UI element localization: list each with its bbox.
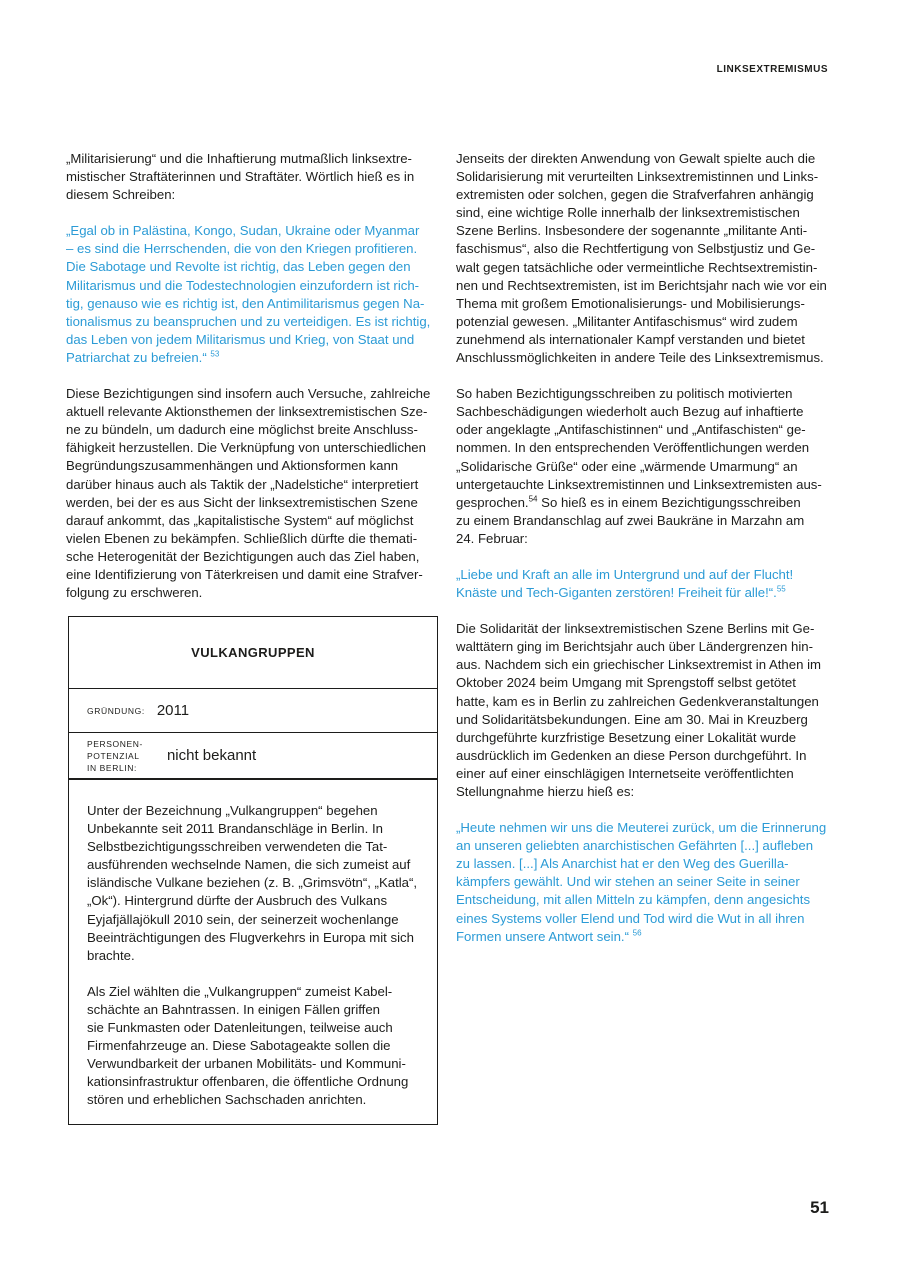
text-line: untergetauchte Linksextremistinnen und Linksextremisten aus- <box>456 476 822 492</box>
paragraph-body <box>456 150 830 367</box>
text-line: ne zu bündeln, um dadurch eine möglichst breite Anschluss- <box>66 422 418 438</box>
text-line: Beeinträchtigungen des Flugverkehrs in Europa mit sich <box>87 929 414 945</box>
text-line: oder angeklagte „Antifaschistinnen“ und „Antifaschisten“ ge- <box>456 422 806 438</box>
founding-row <box>69 689 437 733</box>
text-line: „Militarisierung“ und die Inhaftierung mutmaßlich linksextre- <box>66 151 412 166</box>
quote-line: tig, genauso wie es richtig ist, den Antimilitarismus gegen Na- <box>66 295 425 311</box>
text-line: Stellungnahme hierzu hieß es: <box>456 784 635 799</box>
text-line: sind, eine wichtige Rolle innerhalb der linksextremistischen <box>456 205 800 221</box>
quote-block <box>456 819 830 946</box>
quote-line: zu lassen. [...] Als Anarchist hat er den Weg des Guerilla- <box>456 856 789 872</box>
text-line: Thema mit großem Emotionalisierungs- und Mobilisierungs- <box>456 295 805 311</box>
label-line: IN BERLIN: <box>87 762 137 773</box>
quote-line: Die Sabotage und Revolte ist richtig, das Leben gegen den <box>66 259 411 275</box>
text-line <box>456 494 830 512</box>
paragraph-body <box>66 385 442 602</box>
quote-line: eines Systems voller Elend und Tod wird die Wut in all ihren <box>456 910 805 926</box>
text-line: werden, bei der es aus Sicht der linksextremistischen Szene <box>66 494 418 510</box>
text-line: durchgeführte kurzfristige Besetzung einer Lokalität wurde <box>456 729 797 745</box>
text-line: nommen. In den entsprechenden Veröffentlichungen werden <box>456 440 810 456</box>
quote-line <box>66 349 442 367</box>
text-line: darauf ankommt, das „kapitalistische System“ auf möglichst <box>66 512 414 528</box>
footnote-ref: 55 <box>776 584 786 594</box>
text-line: Solidarisierung mit verurteilten Linksextremistinnen und Links- <box>456 169 819 185</box>
quote-line: kämpfers gewählt. Und wir stehen an seiner Seite in seiner <box>456 874 800 890</box>
text-line: ausführenden wechselnde Namen, die sich zumeist auf <box>87 857 411 873</box>
text-line: Szene Berlins. Insbesondere der sogenannte „militante Anti- <box>456 223 808 239</box>
paragraph-intro <box>66 150 442 204</box>
text-line: brachte. <box>87 947 135 963</box>
text-line: Die Solidarität der linksextremistischen Szene Berlins mit Ge- <box>456 621 815 637</box>
text-line: eine Identifizierung von Täterkreisen und damit eine Strafver- <box>66 566 423 582</box>
potential-value: nicht bekannt <box>166 747 257 764</box>
section-header: LINKSEXTREMISMUS <box>716 64 828 75</box>
text-line: „Ok“). Hintergrund dürfte der Ausbruch des Vulkans <box>87 893 388 909</box>
text-line: Anschlussmöglichkeiten in andere Teile des Linksextremismus. <box>456 350 824 366</box>
text-line: hatte, kam es in Berlin zu zahlreichen Gedenkveranstaltungen <box>456 693 819 709</box>
potential-label <box>87 738 143 774</box>
founding-label: GRÜNDUNG: <box>87 705 145 716</box>
text-line: Diese Bezichtigungen sind insofern auch Versuche, zahlreiche <box>66 386 431 402</box>
text-line: folgung zu erschweren. <box>66 585 203 601</box>
text-line: Als Ziel wählten die „Vulkangruppen“ zumeist Kabel- <box>87 983 393 999</box>
quote-line <box>456 928 830 946</box>
text-line: ausdrücklich im Gedenken an diese Person durchgeführt. In <box>456 747 807 763</box>
text-line: nen und Rechtsextremisten, ist im Berichtsjahr nach wie vor ein <box>456 277 827 293</box>
info-box-title: VULKANGRUPPEN <box>69 617 437 689</box>
text-line: walttätern ging im Berichtsjahr auch über Ländergrenzen hin- <box>456 639 813 655</box>
quote-line: „Heute nehmen wir uns die Meuterei zurück, um die Erinnerung <box>456 820 827 836</box>
text-line: walt gegen tatsächliche oder vermeintliche Rechtsextremistin- <box>456 259 818 275</box>
text-line: zunehmend als internationaler Kampf verstanden und bietet <box>456 331 805 347</box>
left-column <box>66 150 442 620</box>
text-line: potenzial gewesen. „Militanter Antifaschismus“ wird zudem <box>456 313 798 329</box>
text-line: diesem Schreiben: <box>66 187 176 203</box>
text-line: Begründungszusammenhängen und Aktionsformen kann <box>66 458 399 474</box>
text-line: Firmenfahrzeuge an. Diese Sabotageakte sollen die <box>87 1038 391 1054</box>
quote-text: Formen unsere Antwort sein.“ <box>456 928 629 944</box>
quote-line: an unseren geliebten anarchistischen Gefährten [...] aufleben <box>456 838 814 854</box>
text-line: „Solidarische Grüße“ oder eine „wärmende Umarmung“ an <box>456 458 798 474</box>
text-line: und Solidaritätsbekundungen. Eine am 30. Mai in Kreuzberg <box>456 711 808 727</box>
potential-row <box>69 733 437 780</box>
text-line: Sachbeschädigungen wiederholt auch Bezug auf inhaftierte <box>456 404 804 420</box>
text-line: isländische Vulkane beziehen (z. B. „Grimsvötn“, „Katla“, <box>87 875 418 891</box>
text-line: einer auf einer einschlägigen Internetseite veröffentlichten <box>456 765 794 781</box>
text-line: fähigkeit herzustellen. Die Verknüpfung von unterschiedlichen <box>66 440 426 456</box>
text-line: darüber hinaus auch als Taktik der „Nadelstiche“ interpretiert <box>66 476 419 492</box>
text-line: Verwundbarkeit der urbanen Mobilitäts- und Kommuni- <box>87 1056 406 1072</box>
text-line: Unbekannte seit 2011 Brandanschläge in Berlin. In <box>87 821 383 837</box>
info-box <box>68 616 438 1125</box>
label-line: POTENZIAL <box>87 750 140 761</box>
quote-line: „Liebe und Kraft an alle im Untergrund und auf der Flucht! <box>456 566 794 582</box>
text-line: extremisten oder solchen, gegen die Strafverfahren anhängig <box>456 187 814 203</box>
footnote-ref: 54 <box>528 494 538 504</box>
text-line: Jenseits der direkten Anwendung von Gewalt spielte auch die <box>456 151 816 166</box>
info-box-body <box>69 780 437 1110</box>
text-line: zu einem Brandanschlag auf zwei Baukräne in Marzahn am <box>456 512 805 528</box>
text-line: stören und erheblichen Sachschaden anrichten. <box>87 1092 367 1108</box>
label-line: PERSONEN- <box>87 738 143 749</box>
quote-text: Patriarchat zu befreien.“ <box>66 349 207 365</box>
text-line: So haben Bezichtigungsschreiben zu politisch motivierten <box>456 386 793 402</box>
text-line: aus. Nachdem sich ein griechischer Linksextremist in Athen im <box>456 657 822 673</box>
paragraph-body <box>456 620 830 801</box>
quote-block <box>456 566 830 602</box>
text-line: sie Funkmasten oder Datenleitungen, teilweise auch <box>87 1020 393 1036</box>
text-segment: So hieß es in einem Bezichtigungsschreiben <box>537 494 801 510</box>
quote-line: das Leben von jedem Militarismus und Krieg, von Staat und <box>66 331 415 347</box>
quote-line: „Egal ob in Palästina, Kongo, Sudan, Ukraine oder Myanmar <box>66 223 420 239</box>
page-number: 51 <box>810 1198 829 1217</box>
quote-line: Entscheidung, mit allen Mitteln zu kämpfen, denn angesichts <box>456 892 811 908</box>
info-paragraph <box>87 983 419 1110</box>
right-column <box>456 150 830 964</box>
text-line: aktuell relevante Aktionsthemen der linksextremistischen Sze- <box>66 404 428 420</box>
info-paragraph <box>87 802 419 965</box>
footnote-ref: 53 <box>210 349 220 359</box>
founding-value: 2011 <box>156 702 190 719</box>
paragraph-body <box>456 385 830 548</box>
text-line: faschismus“, also die Rechtfertigung von Selbstjustiz und Ge- <box>456 241 816 257</box>
quote-text: Knäste und Tech-Giganten zerstören! Freiheit für alle!“. <box>456 585 777 601</box>
footnote-ref: 56 <box>632 928 642 938</box>
quote-line: Militarismus und die Todestechnologien einzufordern ist rich- <box>66 277 420 293</box>
text-line: Eyjafjällajökull 2010 sein, der seinerzeit wochenlange <box>87 911 399 927</box>
text-line: 24. Februar: <box>456 530 528 546</box>
text-line: Oktober 2024 beim Umgang mit Sprengstoff selbst getötet <box>456 675 796 691</box>
text-line: mistischer Straftäterinnen und Straftäter. Wörtlich hieß es in <box>66 169 415 185</box>
text-line: vielen Ebenen zu bekämpfen. Schließlich dürfte die themati- <box>66 530 418 546</box>
quote-block <box>66 222 442 367</box>
text-line: schächte an Bahntrassen. In einigen Fällen griffen <box>87 1001 381 1017</box>
quote-line: – es sind die Herrschenden, die von den Kriegen profitieren. <box>66 241 418 257</box>
quote-line: tionalismus zu beanspruchen und zu verteidigen. Es ist richtig, <box>66 313 431 329</box>
text-segment: gesprochen. <box>456 494 529 510</box>
quote-line <box>456 584 830 602</box>
text-line: Selbstbezichtigungsschreiben verwendeten die Tat- <box>87 839 388 855</box>
text-line: sche Heterogenität der Bezichtigungen auch das Ziel haben, <box>66 548 420 564</box>
text-line: Unter der Bezeichnung „Vulkangruppen“ begehen <box>87 803 378 818</box>
text-line: kationsinfrastruktur offenbaren, die öffentliche Ordnung <box>87 1074 409 1090</box>
